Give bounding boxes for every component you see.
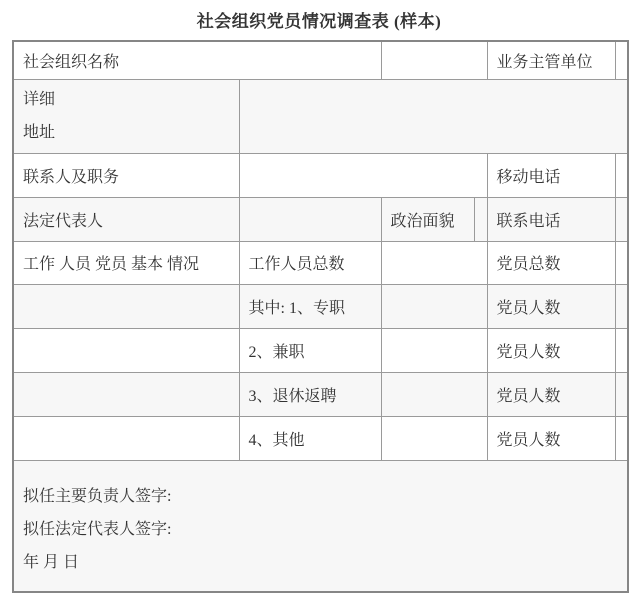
org-name-label-cell: 社会组织名称 bbox=[13, 41, 381, 79]
contact-value-cell bbox=[239, 153, 487, 197]
row-staff-other bbox=[13, 416, 628, 460]
party-total-label-cell: 党员总数 bbox=[487, 241, 615, 284]
supervisor-value-cell bbox=[615, 41, 628, 79]
retired-party-label-cell: 党员人数 bbox=[487, 372, 615, 416]
contact-label-cell: 联系人及职务 bbox=[13, 153, 239, 197]
other-label-cell: 4、其他 bbox=[239, 416, 381, 460]
mobile-label-cell: 移动电话 bbox=[487, 153, 615, 197]
org-name-value-cell bbox=[381, 41, 487, 79]
parttime-party-label-cell: 党员人数 bbox=[487, 328, 615, 372]
fulltime-party-value-cell bbox=[615, 284, 628, 328]
retired-party-value-cell bbox=[615, 372, 628, 416]
signature-line-legal-rep: 拟任法定代表人签字: bbox=[23, 521, 172, 539]
row-signatures bbox=[13, 460, 628, 592]
address-label-cell bbox=[13, 79, 239, 153]
legal-rep-label-cell: 法定代表人 bbox=[13, 197, 239, 241]
staff-section-empty-cell bbox=[13, 372, 239, 416]
party-total-value-cell bbox=[615, 241, 628, 284]
row-legal-rep bbox=[13, 197, 628, 241]
staff-total-label-cell: 工作人员总数 bbox=[239, 241, 381, 284]
address-label-line1: 详细 bbox=[23, 91, 56, 108]
phone-label-cell: 联系电话 bbox=[487, 197, 615, 241]
row-staff-fulltime bbox=[13, 284, 628, 328]
row-address bbox=[13, 79, 628, 153]
staff-section-empty-cell bbox=[13, 328, 239, 372]
row-staff-retired bbox=[13, 372, 628, 416]
supervisor-label-cell: 业务主管单位 bbox=[487, 41, 615, 79]
parttime-value-cell bbox=[381, 328, 487, 372]
fulltime-value-cell bbox=[381, 284, 487, 328]
address-value-cell bbox=[239, 79, 628, 153]
staff-total-value-cell bbox=[381, 241, 487, 284]
parttime-party-value-cell bbox=[615, 328, 628, 372]
fulltime-party-label-cell: 党员人数 bbox=[487, 284, 615, 328]
parttime-label-cell: 2、兼职 bbox=[239, 328, 381, 372]
retired-value-cell bbox=[381, 372, 487, 416]
phone-value-cell bbox=[615, 197, 628, 241]
row-staff-total bbox=[13, 241, 628, 284]
row-staff-parttime bbox=[13, 328, 628, 372]
other-value-cell bbox=[381, 416, 487, 460]
other-party-label-cell: 党员人数 bbox=[487, 416, 615, 460]
legal-rep-value-cell bbox=[239, 197, 381, 241]
political-label-cell: 政治面貌 bbox=[381, 197, 474, 241]
row-org-name bbox=[13, 41, 628, 79]
survey-form-table bbox=[12, 40, 629, 593]
row-contact bbox=[13, 153, 628, 197]
mobile-value-cell bbox=[615, 153, 628, 197]
staff-section-label-cell: 工作 人员 党员 基本 情况 bbox=[13, 241, 239, 284]
fulltime-label-cell: 其中: 1、专职 bbox=[239, 284, 381, 328]
political-value-cell bbox=[474, 197, 487, 241]
form-title: 社会组织党员情况调查表 (样本) bbox=[196, 12, 442, 31]
other-party-value-cell bbox=[615, 416, 628, 460]
staff-section-empty-cell bbox=[13, 284, 239, 328]
signature-block-cell bbox=[13, 460, 628, 592]
staff-section-empty-cell bbox=[13, 416, 239, 460]
signature-line-principal: 拟任主要负责人签字: bbox=[23, 488, 172, 506]
signature-line-date: 年 月 日 bbox=[23, 554, 80, 572]
address-label-line2: 地址 bbox=[23, 124, 56, 141]
retired-label-cell: 3、退休返聘 bbox=[239, 372, 381, 416]
